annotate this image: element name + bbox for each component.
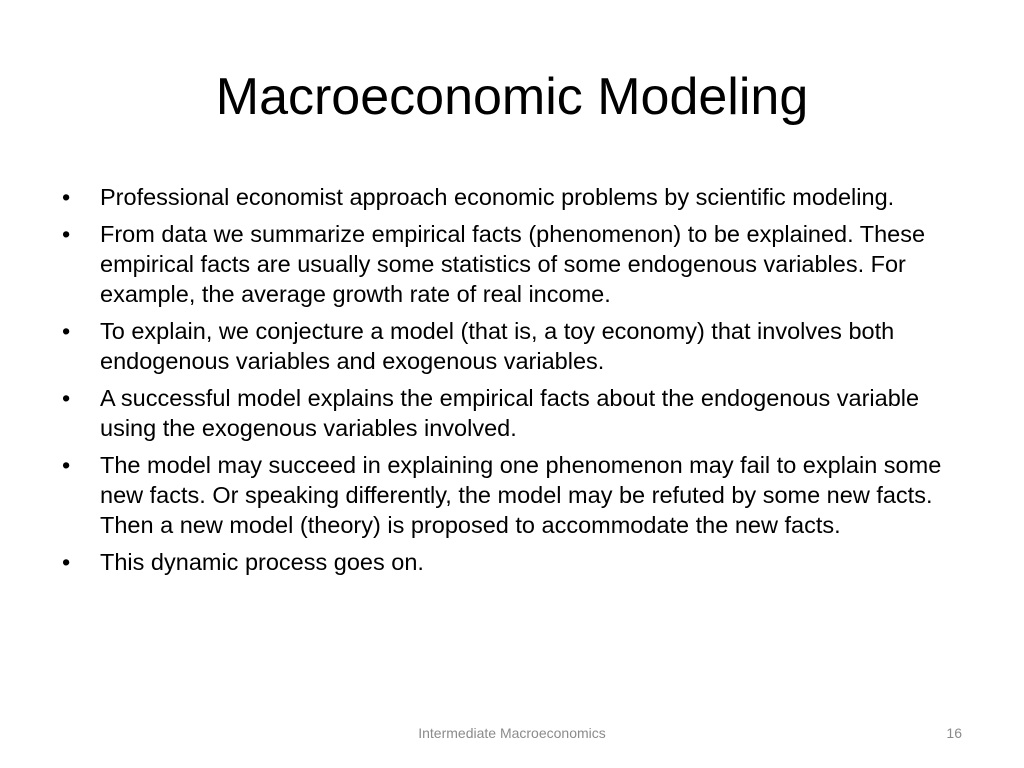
- bullet-icon: •: [62, 318, 71, 344]
- bullet-item: [58, 182, 968, 212]
- bullet-icon: •: [62, 385, 71, 411]
- bullet-text: Professional economist approach economic problems by scientific modeling.: [100, 184, 895, 210]
- bullet-item: [58, 547, 968, 577]
- footer-course-name: Intermediate Macroeconomics: [418, 725, 606, 741]
- bullet-icon: •: [62, 184, 71, 210]
- bullet-text: To explain, we conjecture a model (that is, a toy economy) that involves both endogenous variables and exogenous variables.: [100, 318, 895, 374]
- bullet-item: [58, 383, 968, 443]
- bullet-text: This dynamic process goes on.: [100, 549, 424, 575]
- bullet-icon: •: [62, 549, 71, 575]
- bullet-item: [58, 219, 968, 309]
- bullet-item: [58, 316, 968, 376]
- slide-title: Macroeconomic Modeling: [215, 68, 809, 126]
- bullet-icon: •: [62, 452, 71, 478]
- bullet-item: [58, 450, 968, 540]
- bullet-text: From data we summarize empirical facts (phenomenon) to be explained. These empirical facts are usually some statistics of some endogenous variables. For example, the average growth rate of real income.: [100, 221, 926, 307]
- bullet-text: A successful model explains the empirical facts about the endogenous variable using the exogenous variables involved.: [100, 385, 920, 441]
- bullet-list: [58, 182, 968, 584]
- slide-number: 16: [946, 725, 962, 741]
- bullet-text: The model may succeed in explaining one phenomenon may fail to explain some new facts. Or speaking differently, the model may be refuted by some new facts. Then a new model (theory) is proposed to accommodate the new facts.: [100, 452, 942, 538]
- bullet-icon: •: [62, 221, 71, 247]
